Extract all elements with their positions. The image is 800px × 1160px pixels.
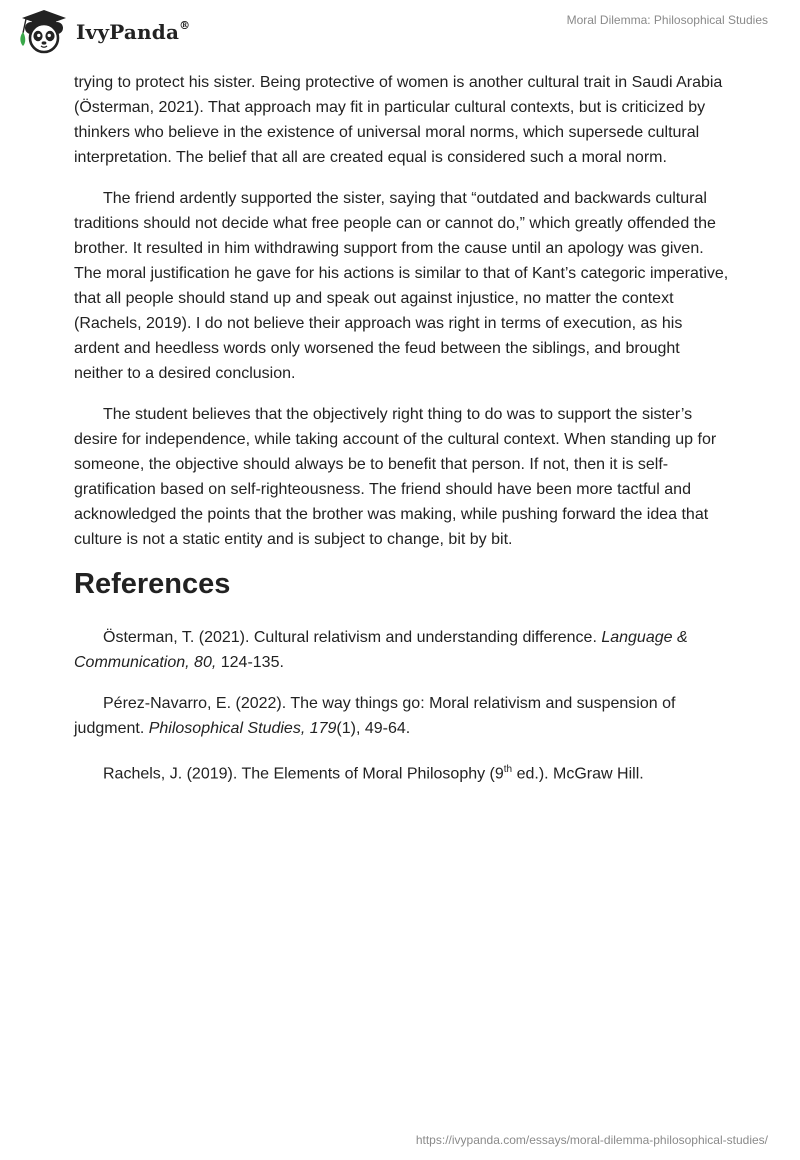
page-header (0, 0, 800, 70)
body-paragraph: trying to protect his sister. Being protective of women is another cultural trait in Saudi Arabia (Österman, 2021). That approach may fit in particular cultural contexts, but is criticized by thinkers who believe in the existence of universal moral norms, which supersede cultural interpretation. The belief that all are created equal is considered such a moral norm. (74, 74, 723, 166)
reference-entry: Pérez-Navarro, E. (2022). The way things go: Moral relativism and suspension of judgment. Philosophical Studies, 179(1), 49-64. (74, 695, 676, 737)
panda-graduate-icon (14, 9, 70, 55)
reference-entry: Österman, T. (2021). Cultural relativism and understanding difference. Language & Communication, 80, 124-135. (74, 629, 688, 671)
reference-entry: Rachels, J. (2019). The Elements of Moral Philosophy (9th ed.). McGraw Hill. (103, 764, 644, 783)
body-paragraph: The student believes that the objectively right thing to do was to support the sister’s desire for independence, while taking account of the cultural context. When standing up for someone, the objective should always be to benefit that person. If not, then it is self-gratification based on self-righteousness. The friend should have been more tactful and acknowledged the points that the brother was making, while pushing forward the idea that culture is not a static entity and is subject to change, bit by bit. (74, 406, 717, 548)
ivypanda-logo[interactable] (14, 9, 190, 55)
body-paragraph: The friend ardently supported the sister, saying that “outdated and backwards cultural traditions should not decide what free people can or cannot do,” which greatly offended the brother. It resulted in him withdrawing support from the cause until an apology was given. The moral justification he gave for his actions is similar to that of Kant’s categoric imperative, that all people should stand up and speak out against injustice, no matter the context (Rachels, 2019). I do not believe their approach was right in terms of execution, as his ardent and heedless words only worsened the feud between the siblings, and brought neither to a desired conclusion. (74, 190, 729, 382)
references-heading: References (74, 568, 231, 600)
essay-body (74, 70, 730, 802)
source-url[interactable]: https://ivypanda.com/essays/moral-dilemma-philosophical-studies/ (415, 1133, 768, 1147)
running-title: Moral Dilemma: Philosophical Studies (566, 13, 768, 27)
brand-name: IvyPanda® (76, 19, 191, 44)
